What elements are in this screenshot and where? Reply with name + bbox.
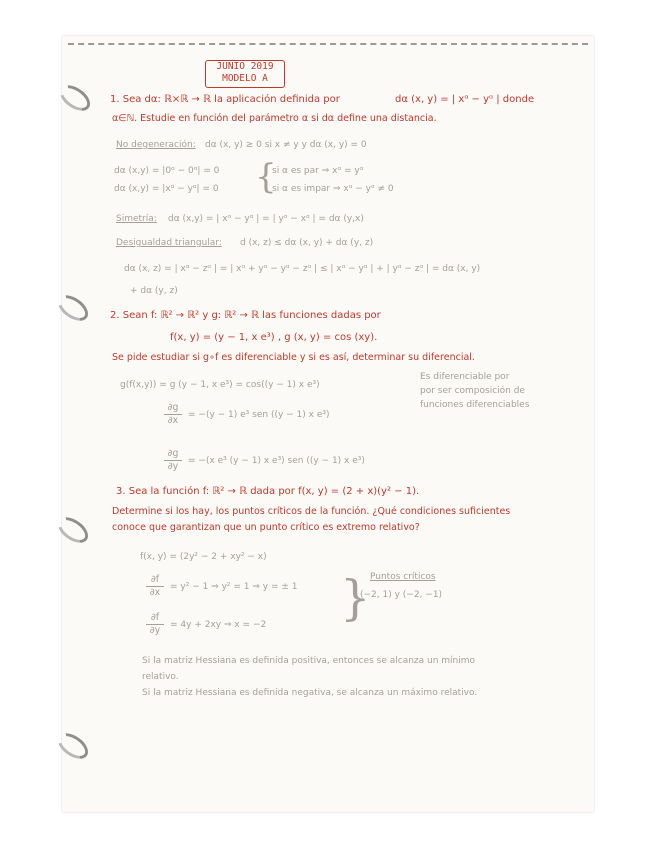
q3-df-dy-rhs: = 4y + 2xy ⇒ x = −2 <box>170 620 267 630</box>
q2-note-2: por ser composición de <box>420 386 525 396</box>
q2-title: 2. Sean f: ℝ² → ℝ² y g: ℝ² → ℝ las funciones dadas por <box>110 310 381 321</box>
q3-df-dx-den: ∂x <box>149 587 161 598</box>
q2-note-3: funciones diferenciables <box>420 400 530 410</box>
q1-triangle-label: Desigualdad triangular: <box>116 238 222 248</box>
q3-df-dy-den: ∂y <box>149 625 161 636</box>
binder-ring <box>53 290 92 326</box>
q1-triangle-text: d (x, z) ≤ dα (x, y) + dα (y, z) <box>240 238 374 248</box>
q3-hessian-1b: relativo. <box>142 672 179 682</box>
q1-case2: dα (x,y) = |xᵅ − yᵅ| = 0 <box>114 184 219 194</box>
binder-rings <box>52 0 92 848</box>
q1-title-2: α∈ℕ. Estudie en función del parámetro α si dα define una distancia. <box>112 113 437 124</box>
q3-function-expanded: f(x, y) = (2y² − 2 + xy² − x) <box>140 552 267 562</box>
q3-title: 3. Sea la función f: ℝ² → ℝ dada por f(x, y) = (2 + x)(y² − 1). <box>116 486 420 497</box>
q3-ask-1: Determine si los hay, los puntos críticos de la función. ¿Qué condiciones suficientes <box>112 506 511 517</box>
page-top-perforation <box>68 43 588 45</box>
q3-hessian-1a: Si la matriz Hessiana es definida positiva, entonces se alcanza un mínimo <box>142 656 476 666</box>
exam-model: MODELO A <box>222 73 268 84</box>
q2-dg-dy <box>164 448 182 473</box>
q1-case1: dα (x,y) = |0ᵅ − 0ᵅ| = 0 <box>114 166 220 176</box>
q1-triangle-proof-1: dα (x, z) = | xᵅ − zᵅ | = | xᵅ + yᵅ − yᵅ − zᵅ | ≤ | xᵅ − yᵅ | + | yᵅ − zᵅ | = dα (x, y) <box>124 264 481 274</box>
q1-symmetry-text: dα (x,y) = | xᵅ − yᵅ | = | yᵅ − xᵅ | = dα (y,x) <box>168 214 364 224</box>
binder-ring <box>55 80 94 116</box>
q1-nonneg-text: dα (x, y) ≥ 0 si x ≠ y y dα (x, y) = 0 <box>205 140 367 150</box>
q2-composition: g(f(x,y)) = g (y − 1, x e³) = cos((y − 1) x e³) <box>120 380 320 390</box>
q2-definitions: f(x, y) = (y − 1, x e³) , g (x, y) = cos (xy). <box>170 332 378 343</box>
q2-dg-dx <box>164 402 182 427</box>
q2-note-1: Es diferenciable por <box>420 372 510 382</box>
binder-ring <box>53 512 92 548</box>
q3-df-dy-num: ∂f <box>146 612 164 625</box>
q2-dg-dx-rhs: = −(y − 1) e³ sen ((y − 1) x e³) <box>188 410 330 420</box>
q2-dg-dx-den: ∂x <box>167 415 179 426</box>
q2-dg-dx-num: ∂g <box>164 402 182 415</box>
q1-case-note2: si α es impar ⇒ xᵅ − yᵅ ≠ 0 <box>272 184 394 194</box>
binder-ring <box>53 728 92 764</box>
q1-title: 1. Sea dα: ℝ×ℝ → ℝ la aplicación definida por <box>110 94 340 105</box>
q1-triangle-proof-2: + dα (y, z) <box>130 286 178 296</box>
q3-critical-label: Puntos críticos <box>370 572 436 582</box>
q2-ask: Se pide estudiar si g∘f es diferenciable y si es así, determinar su diferencial. <box>112 352 475 363</box>
q3-critical-points: (−2, 1) y (−2, −1) <box>360 590 443 600</box>
q3-df-dx <box>146 574 164 599</box>
exam-date: JUNIO 2019 <box>216 61 274 72</box>
q2-dg-dy-num: ∂g <box>164 448 182 461</box>
q3-hessian-2: Si la matriz Hessiana es definida negativa, se alcanza un máximo relativo. <box>142 688 478 698</box>
q1-brace: { <box>255 157 277 197</box>
q3-df-dy <box>146 612 164 637</box>
q3-ask-2: conoce que garantizan que un punto crítico es extremo relativo? <box>112 522 420 533</box>
q2-dg-dy-rhs: = −(x e³ (y − 1) x e³) sen ((y − 1) x e³) <box>188 456 365 466</box>
q1-case-note1: si α es par ⇒ xᵅ = yᵅ <box>272 166 364 176</box>
q3-brace: } <box>340 570 371 626</box>
q1-symmetry-label: Simetría: <box>116 214 157 224</box>
q1-nonneg-label: No degeneración: <box>116 140 196 150</box>
q2-dg-dy-den: ∂y <box>167 461 179 472</box>
q1-formula: dα (x, y) = | xᵅ − yᵅ | donde <box>395 94 535 105</box>
q3-df-dx-num: ∂f <box>146 574 164 587</box>
q3-df-dx-rhs: = y² − 1 ⇒ y² = 1 ⇒ y = ± 1 <box>170 582 298 592</box>
exam-header-box <box>205 60 285 88</box>
